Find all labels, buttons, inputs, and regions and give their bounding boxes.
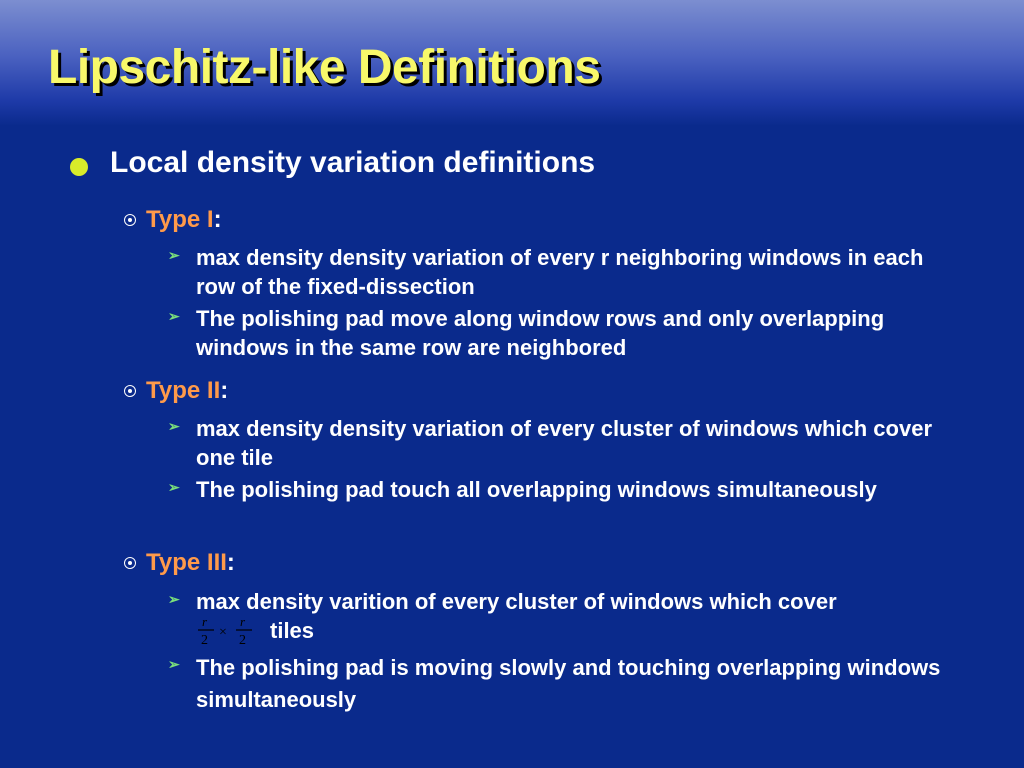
type-3-item-2 — [168, 652, 958, 716]
formula-numerator-2: r — [240, 616, 246, 629]
type-2-heading — [124, 377, 228, 405]
type-label: Type III — [146, 549, 227, 576]
item-text: The polishing pad move along window rows and only overlapping windows in the same row are neighbored — [196, 306, 885, 360]
target-circle-bullet-icon — [124, 557, 136, 569]
type-3-heading — [124, 549, 235, 577]
fraction-formula — [196, 616, 260, 646]
slide-title: Lipschitz-like Definitions — [48, 41, 601, 94]
target-circle-bullet-icon — [124, 385, 136, 397]
formula-denominator-2: 2 — [239, 633, 246, 646]
formula-suffix: tiles — [270, 618, 315, 643]
type-3-item-1 — [168, 587, 958, 646]
type-colon: : — [226, 549, 235, 576]
formula-denominator-1: 2 — [201, 633, 208, 646]
type-2-item-1 — [168, 414, 958, 472]
formula-row — [196, 616, 837, 646]
target-circle-bullet-icon — [124, 214, 136, 226]
arrowhead-bullet-icon: ➢ — [168, 656, 180, 672]
type-2-item-2 — [168, 475, 958, 504]
item-text: max density varition of every cluster of windows which cover — [196, 589, 837, 614]
arrowhead-bullet-icon: ➢ — [168, 591, 180, 607]
type-1-item-1 — [168, 243, 958, 301]
type-label: Type II — [146, 377, 221, 404]
item-text: The polishing pad touch all overlapping windows simultaneously — [196, 477, 877, 502]
formula-numerator-1: r — [202, 616, 208, 629]
arrowhead-bullet-icon: ➢ — [168, 418, 180, 434]
type-1-heading — [124, 206, 222, 234]
type-label: Type I — [146, 206, 214, 233]
arrowhead-bullet-icon: ➢ — [168, 308, 180, 324]
item-text: The polishing pad is moving slowly and touching overlapping windows simultaneously — [196, 655, 941, 712]
arrowhead-bullet-icon: ➢ — [168, 479, 180, 495]
type-1-item-2 — [168, 304, 958, 362]
item-text: max density density variation of every cluster of windows which cover one tile — [196, 416, 933, 470]
type-colon: : — [220, 377, 229, 404]
bullet-level1 — [70, 146, 595, 180]
filled-circle-bullet-icon — [70, 158, 88, 176]
type-colon: : — [213, 206, 222, 233]
bullet-level1-text: Local density variation definitions — [110, 146, 596, 179]
item-text: max density density variation of every r neighboring windows in each row of the fixed-dissection — [196, 245, 924, 299]
formula-operator: × — [219, 625, 227, 640]
arrowhead-bullet-icon: ➢ — [168, 247, 180, 263]
